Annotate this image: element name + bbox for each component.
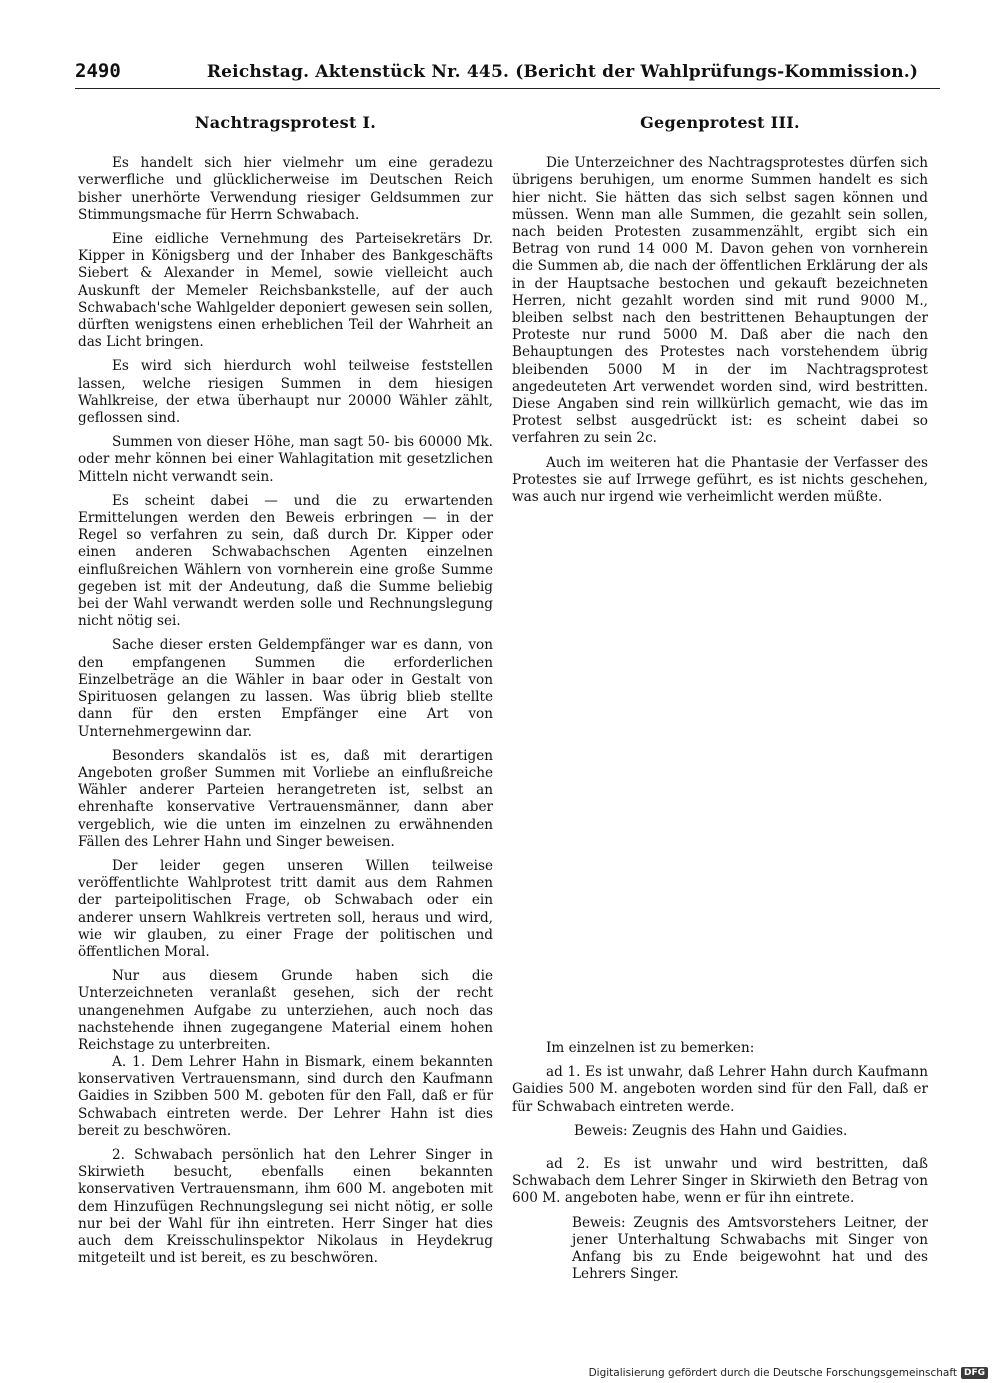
right-column (512, 114, 928, 513)
remark-item: ad 2. Es ist unwahr und wird bestritten, daß Schwabach dem Lehrer Singer in Skirwieth den Betrag von 600 M. angeboten habe, wenn er für ihn eintrete. (512, 1156, 928, 1207)
left-column (78, 114, 493, 1061)
evidence-line: Beweis: Zeugnis des Hahn und Gaidies. (574, 1122, 848, 1139)
digitization-footer (589, 1367, 988, 1379)
left-items-block (78, 1054, 493, 1274)
left-paragraph: Sache dieser ersten Geldempfänger war es dann, von den empfangenen Summen die erforderlichen Einzelbeträge an die Wähler in baar oder in Gestalt von Spirituosen gelangen zu lassen. Was übrig blieb stellte dann für den ersten Empfänger eine Art von Unternehmergewinn dar. (78, 637, 493, 740)
left-paragraph: Besonders skandalös ist es, daß mit derartigen Angeboten großer Summen mit Vorliebe an einflußreiche Wähler anderer Parteien herangetreten ist, selbst an ehrenhafte konservative Vertrauensmänner, dann aber vergeblich, wie die unten im einzelnen zu erwähnenden Fällen des Lehrer Hahn und Singer beweisen. (78, 747, 493, 850)
running-header (75, 60, 940, 89)
left-paragraph: Es handelt sich hier vielmehr um eine geradezu verwerfliche und glücklicherweise im Deutschen Reich bisher unerhörte Verwendung riesiger Geldsummen zur Stimmungsmache für Herrn Schwabach. (78, 155, 493, 223)
page-number: 2490 (75, 60, 121, 82)
remarks-intro: Im einzelnen ist zu bemerken: (546, 1040, 755, 1056)
left-paragraph: Der leider gegen unseren Willen teilweise veröffentlichte Wahlprotest tritt damit aus dem Rahmen der parteipolitischen Frage, ob Schwabach oder ein anderer unsern Wahlkreis vertreten soll, heraus und wird, wie wir glauben, zu einer Frage der politischen und öffentlichen Moral. (78, 857, 493, 960)
left-paragraph: Es scheint dabei — und die zu erwartenden Ermittelungen werden den Beweis erbringen — in der Regel so verfahren zu sein, daß durch Dr. Kipper oder einen anderen Schwabachschen Agenten einzelnen einflußreichen Wählern von vornherein eine große Summe gegeben ist mit der Andeutung, daß die Summe beliebig bei der Wahl verwandt werden solle und Rechnungslegung nicht nötig sei. (78, 492, 493, 630)
running-title: Reichstag. Aktenstück Nr. 445. (Bericht der Wahlprüfungs-Kommission.) (206, 62, 919, 82)
left-item: 2. Schwabach persönlich hat den Lehrer Singer in Skirwieth besucht, ebenfalls einen bekannten konservativen Vertrauensmann, ihm 600 M. angeboten mit dem Hinzufügen Rechnungslegung sei nicht nötig, er solle nur bei der Wahl für ihn eintreten. Herr Singer hat dies auch dem Kreisschulinspektor Nikolaus in Heydekrug mitgeteilt und ist bereit, es zu beschwören. (78, 1147, 493, 1267)
remark-item: ad 1. Es ist unwahr, daß Lehrer Hahn durch Kaufmann Gaidies 500 M. angeboten worden sind für den Fall, daß er für Schwabach eintreten werde. (512, 1064, 928, 1115)
right-remarks-block (512, 1040, 928, 1290)
right-paragraph: Die Unterzeichner des Nachtragsprotestes dürfen sich übrigens beruhigen, um enorme Summen handelt es sich hier nicht. Sie hätten das sich selbst sagen können und müssen. Wenn man alle Summen, die gezahlt sein sollen, nach beiden Protesten zusammenzählt, ergibt sich ein Betrag von rund 14 000 M. Davon gehen von vornherein die Summen ab, die nach der öffentlichen Erklärung der als in der Hauptsache bestochen und gekauft bezeichneten Herren, nicht gezahlt worden sind mit rund 9000 M., bleiben selbst nach den bestrittenen Behauptungen der Proteste nur rund 5000 M. Daß aber die nach den Behauptungen des Protestes nach vorstehendem übrig bleibenden 5000 M in der im Nachtragsprotest angedeuteten Art verwendet worden sind, wird bestritten. Diese Angaben sind rein willkürlich gemacht, wie das im Protest selbst ausgedrückt ist: es scheint dabei so verfahren zu sein 2c. (512, 155, 928, 447)
right-section-title: Gegenprotest III. (640, 113, 800, 132)
left-section-title: Nachtragsprotest I. (194, 113, 377, 132)
left-paragraph: Nur aus diesem Grunde haben sich die Unterzeichneten veranlaßt gesehen, sich der recht unangenehmen Aufgabe zu unterziehen, auch noch das nachstehende ihnen zugegangene Material einem hohen Reichstage zu unterbreiten. (78, 968, 493, 1053)
left-paragraph: Es wird sich hierdurch wohl teilweise feststellen lassen, welche riesigen Summen in dem hiesigen Wahlkreise, der etwa überhaupt nur 20000 Wähler zählt, geflossen sind. (78, 358, 493, 427)
footer-text: Digitalisierung gefördert durch die Deutsche Forschungsgemeinschaft (588, 1367, 957, 1379)
right-paragraph: Auch im weiteren hat die Phantasie der Verfasser des Protestes sie auf Irrwege geführt, es ist nichts geschehen, was auch nur irgend wie verheimlicht werden müßte. (512, 454, 928, 506)
left-paragraph: Eine eidliche Vernehmung des Parteisekretärs Dr. Kipper in Königsberg und der Inhaber des Bankgeschäfts Siebert & Alexander in Memel, sowie vielleicht auch Auskunft der Memeler Reichsbankstelle, auf der auch Schwabach'sche Wahlgelder deponiert gewesen sein sollen, dürften wenigstens einen erheblichen Teil der Wahrheit an das Licht bringen. (78, 231, 493, 351)
dfg-logo-icon: DFG (961, 1367, 988, 1379)
left-item: A. 1. Dem Lehrer Hahn in Bismark, einem bekannten konservativen Vertrauensmann, sind durch den Kaufmann Gaidies in Szibben 500 M. geboten für den Fall, daß er für Schwabach eintreten werde. Der Lehrer Hahn ist dies bereit zu beschwören. (78, 1054, 493, 1139)
left-paragraph: Summen von dieser Höhe, man sagt 50- bis 60000 Mk. oder mehr können bei einer Wahlagitation mit gesetzlichen Mitteln nicht verwandt sein. (78, 434, 493, 485)
evidence-line: Beweis: Zeugnis des Amtsvorstehers Leitner, der jener Unterhaltung Schwabachs mit Singer von Anfang bis zu Ende beigewohnt hat und des Lehrers Singer. (572, 1214, 928, 1283)
